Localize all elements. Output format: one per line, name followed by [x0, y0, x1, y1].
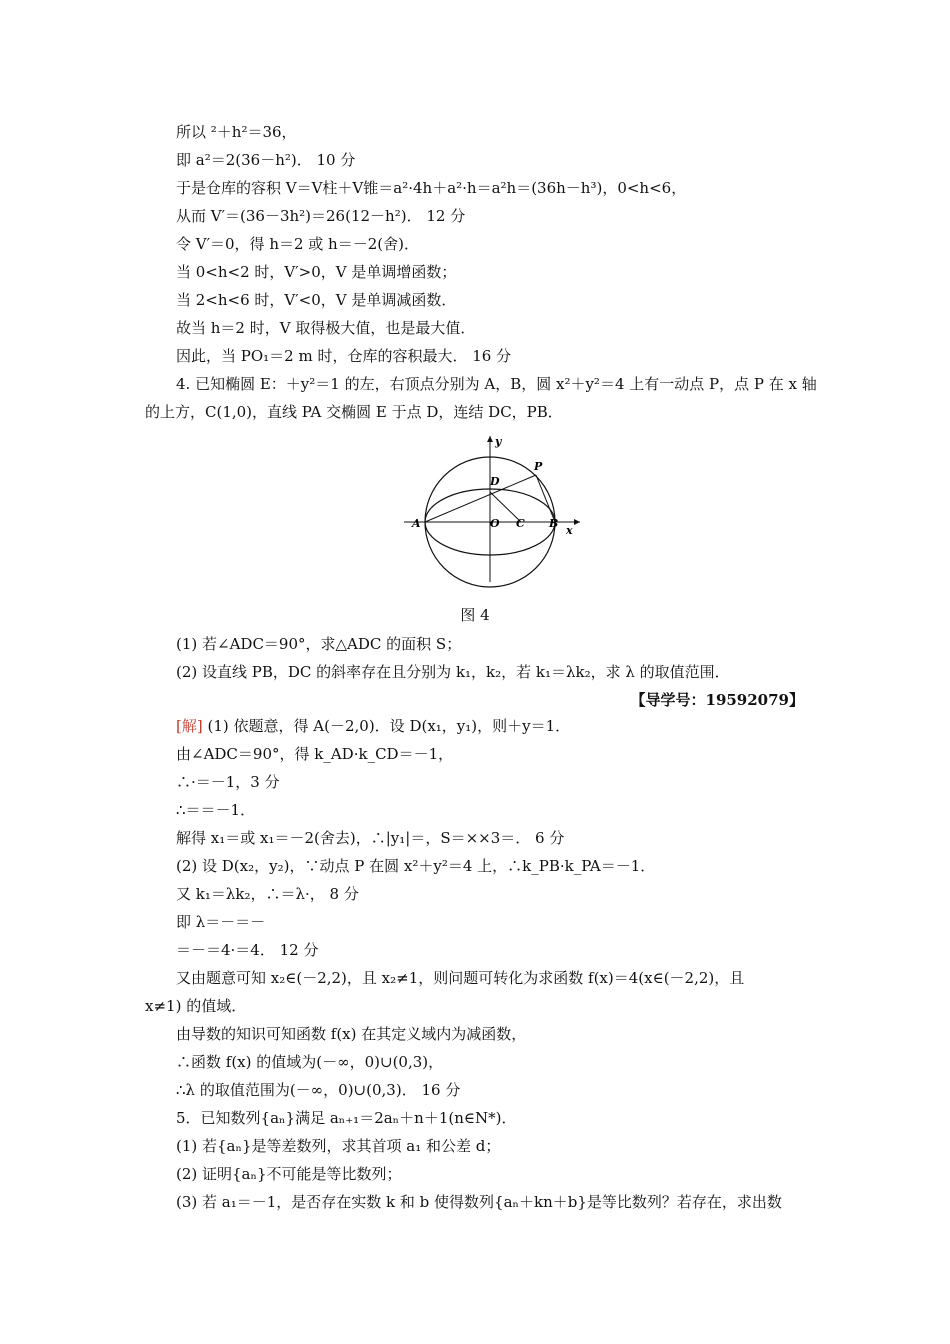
- question-2: (2) 设直线 PB，DC 的斜率存在且分别为 k₁，k₂，若 k₁＝λk₂，求 λ 的取值范围．: [176, 663, 730, 681]
- problem-4-line: 的上方，C(1,0)，直线 PA 交椭圆 E 于点 D，连结 DC，PB．: [145, 403, 563, 421]
- solution-line: 由∠ADC＝90°，得 k_AD·k_CD＝－1，: [176, 745, 454, 763]
- solution-line: 即 λ＝－＝－: [176, 913, 266, 931]
- label-p: P: [534, 460, 543, 473]
- ellipse-circle-figure: [398, 430, 588, 590]
- solution-line: 由导数的知识可知函数 f(x) 在其定义域内为减函数，: [176, 1025, 527, 1043]
- problem-5-line: (1) 若{aₙ}是等差数列，求其首项 a₁ 和公差 d；: [176, 1137, 501, 1155]
- problem-5-line: (2) 证明{aₙ}不可能是等比数列；: [176, 1165, 402, 1183]
- solution-line: ∴λ 的取值范围为(－∞，0)∪(0,3)． 16 分: [176, 1081, 461, 1099]
- label-d: D: [490, 475, 500, 488]
- solution-line: 解得 x₁＝或 x₁＝－2(舍去)，∴|y₁|＝，S＝××3＝． 6 分: [176, 829, 565, 847]
- problem-4-line: 4. 已知椭圆 E：＋y²＝1 的左，右顶点分别为 A，B，圆 x²＋y²＝4 上有一动点 P，点 P 在 x 轴: [176, 375, 817, 393]
- text-line: 因此，当 PO₁＝2 m 时，仓库的容积最大． 16 分: [176, 347, 512, 365]
- solution-line: (2) 设 D(x₂，y₂)，∵动点 P 在圆 x²＋y²＝4 上，∴k_PB·k_PA＝－1．: [176, 857, 656, 875]
- solution-first-line: [176, 716, 570, 736]
- guide-number: 【导学号：19592079】: [630, 691, 804, 709]
- solution-first-text: (1) 依题意，得 A(－2,0)．设 D(x₁，y₁)，则＋y＝1．: [207, 717, 571, 735]
- label-b: B: [549, 517, 559, 530]
- text-line: 所以 ²＋h²＝36，: [176, 123, 297, 141]
- problem-5-line: (3) 若 a₁＝－1，是否存在实数 k 和 b 使得数列{aₙ＋kn＋b}是等比数列？若存在，求出数: [176, 1193, 782, 1211]
- solution-line: x≠1) 的值域．: [145, 997, 247, 1015]
- solution-tag: [解]: [176, 717, 203, 735]
- solution-line: ∴函数 f(x) 的值域为(－∞，0)∪(0,3)，: [176, 1053, 444, 1071]
- text-line: 令 V′＝0，得 h＝2 或 h＝－2(舍)．: [176, 235, 419, 253]
- solution-line: ＝－＝4·＝4． 12 分: [176, 941, 319, 959]
- text-line: 当 2<h<6 时，V′<0，V 是单调减函数．: [176, 291, 457, 309]
- line-pb: [536, 475, 555, 522]
- figure-caption: 图 4: [460, 606, 490, 624]
- text-line: 于是仓库的容积 V＝V柱＋V锥＝a²·4h＋a²·h＝a²h＝(36h－h³)，0<h<6，: [176, 179, 687, 197]
- label-y: y: [495, 435, 502, 448]
- solution-line: 又由题意可知 x₂∈(－2,2)，且 x₂≠1，则问题可转化为求函数 f(x)＝4(x∈(－2,2)，且: [176, 969, 745, 987]
- text-line: 即 a²＝2(36－h²)． 10 分: [176, 151, 356, 169]
- label-o: O: [490, 517, 500, 530]
- question-1: (1) 若∠ADC＝90°，求△ADC 的面积 S；: [176, 635, 462, 653]
- text-line: 当 0<h<2 时，V′>0，V 是单调增函数；: [176, 263, 457, 281]
- label-x: x: [566, 524, 573, 537]
- text-line: 从而 V′＝(36－3h²)＝26(12－h²)． 12 分: [176, 207, 466, 225]
- label-c: C: [516, 517, 525, 530]
- x-axis-arrow: [574, 519, 580, 525]
- solution-line: ∴·＝－1，3 分: [176, 773, 280, 791]
- solution-line: 又 k₁＝λk₂，∴＝λ·， 8 分: [176, 885, 359, 903]
- line-pa: [425, 475, 536, 522]
- problem-5-line: 5．已知数列{aₙ}满足 aₙ₊₁＝2aₙ＋n＋1(n∈N*)．: [176, 1109, 517, 1127]
- solution-line: ∴＝＝－1．: [176, 801, 256, 819]
- text-line: 故当 h＝2 时，V 取得极大值，也是最大值．: [176, 319, 476, 337]
- label-a: A: [412, 517, 421, 530]
- y-axis-arrow: [487, 436, 493, 442]
